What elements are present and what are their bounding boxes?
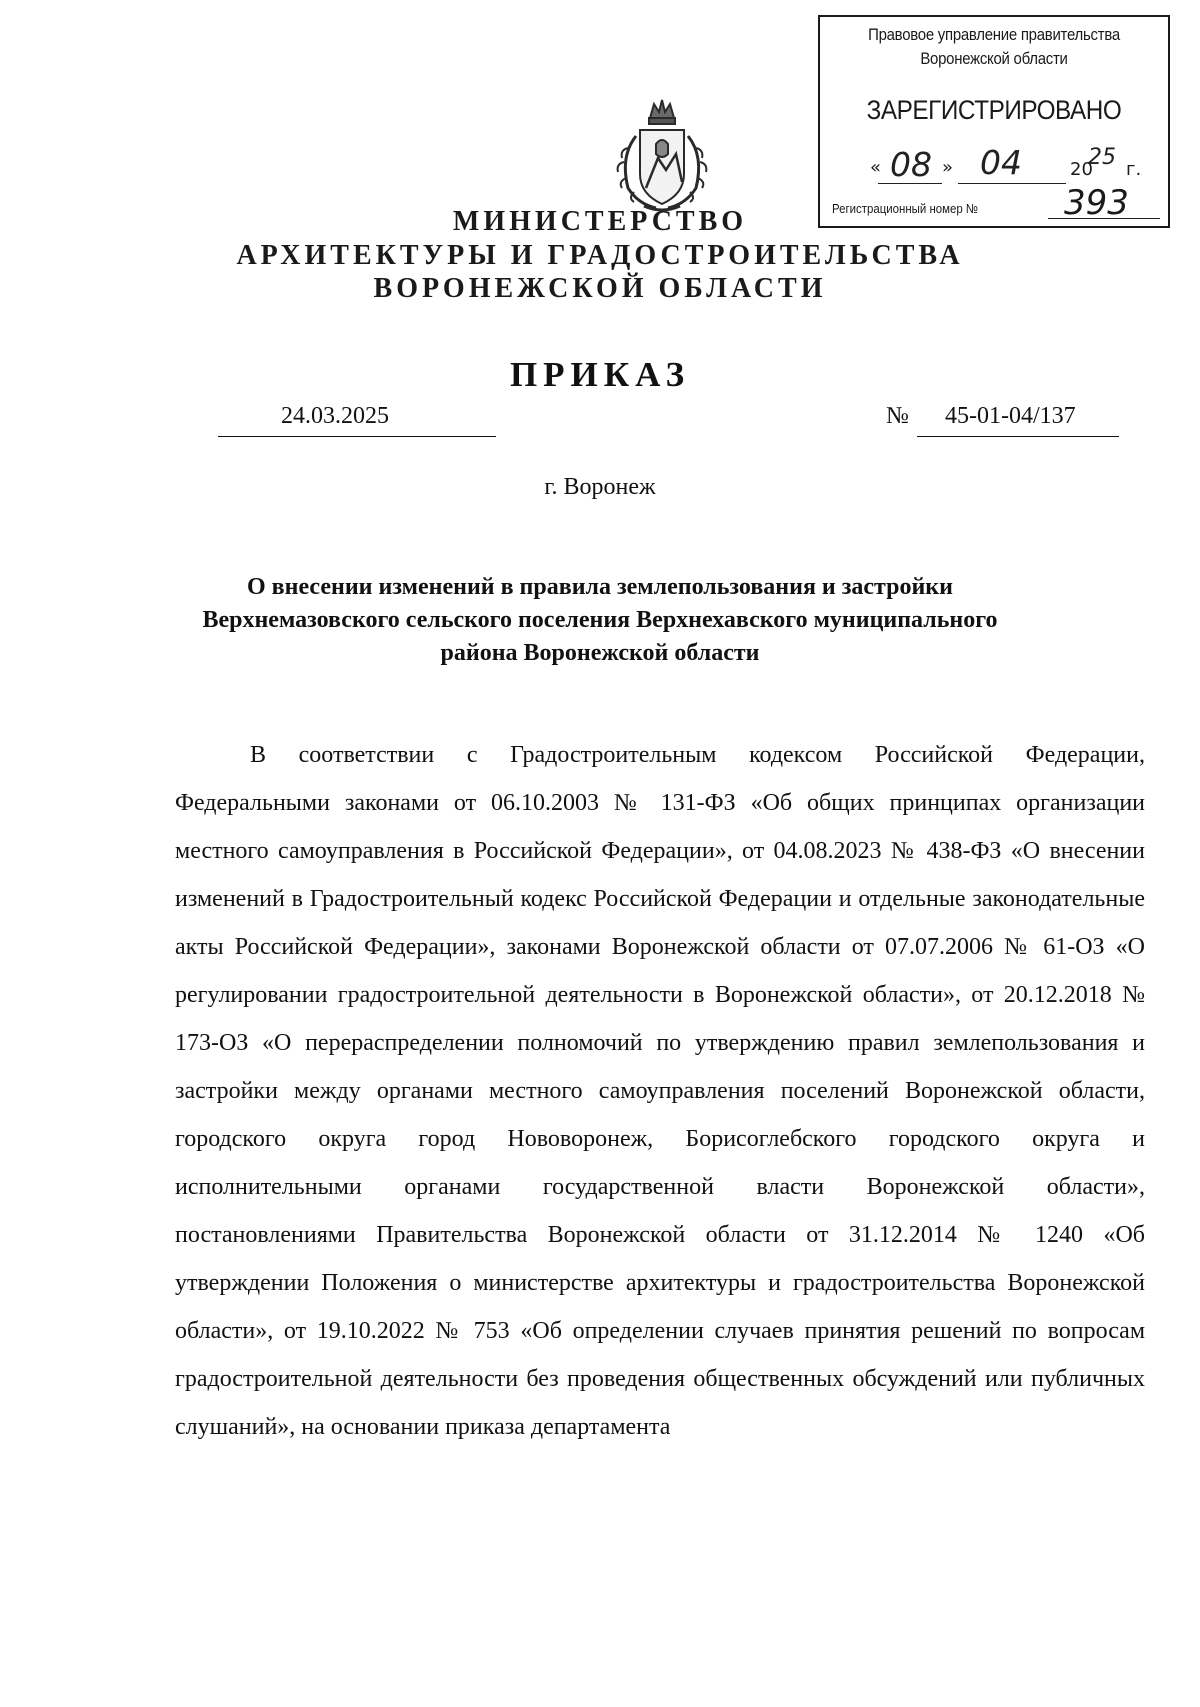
- subject-line3: района Воронежской области: [440, 640, 760, 666]
- stamp-month-handwritten: 04: [980, 143, 1022, 182]
- body-paragraph: В соответствии с Градостроительным кодексом Российской Федерации, Федеральными законами от 06.10.2003 № 131-ФЗ «Об общих принципах организации местного самоуправления в Российской Федерации», от 04.08.2023 № 438-ФЗ «О внесении изменений в Градостроительный кодекс Российской Федерации и отдельные законодательные акты Российской Федерации», законами Воронежской области от 07.07.2006 № 61-ОЗ «О регулировании градостроительной деятельности в Воронежской области», от 20.12.2018 № 173-ОЗ «О перераспределении полномочий по утверждению правил землепользования и застройки между органами местного самоуправления поселений Воронежской области, городского округа город Нововоронеж, Борисоглебского городского округа и исполнительными органами государственной власти Воронежской области», постановлениями Правительства Воронежской области от 31.12.2014 № 1240 «Об утверждении Положения о министерстве архитектуры и градостроительства Воронежской области», от 19.10.2022 № 753 «Об определении случаев принятия решений по вопросам градостроительной деятельности без проведения общественных обсуждений или публичных слушаний», на основании приказа департамента: [175, 742, 1145, 1440]
- subject-line2: Верхнемазовского сельского поселения Верхнехавского муниципального: [202, 607, 998, 633]
- order-date: 24.03.2025: [281, 403, 389, 429]
- stamp-date: [856, 145, 1156, 185]
- ministry-name-line3: ВОРОНЕЖСКОЙ ОБЛАСТИ: [373, 273, 827, 304]
- stamp-organization: [841, 23, 1147, 71]
- stamp-day-underline: [878, 183, 942, 184]
- coat-of-arms-icon: [606, 96, 718, 214]
- stamp-year-prefix: 20: [1070, 159, 1093, 180]
- stamp-year-handwritten: 25: [1088, 145, 1116, 170]
- stamp-year-suffix: г.: [1126, 159, 1142, 180]
- issuing-city: г. Воронеж: [544, 474, 656, 500]
- subject-line1: О внесении изменений в правила землепользования и застройки: [247, 574, 953, 600]
- stamp-registered-label: ЗАРЕГИСТРИРОВАНО: [866, 95, 1122, 125]
- order-number: 45-01-04/137: [945, 403, 1076, 429]
- stamp-org-line2: Воронежской области: [920, 49, 1068, 68]
- stamp-date-close-quote: »: [942, 157, 954, 178]
- document-type-title: ПРИКАЗ: [509, 355, 691, 394]
- ministry-name-line1: МИНИСТЕРСТВО: [452, 206, 748, 237]
- registration-stamp: [818, 15, 1170, 228]
- stamp-date-open-quote: «: [870, 157, 882, 178]
- order-date-field: [218, 400, 496, 437]
- stamp-month-underline: [958, 183, 1066, 184]
- stamp-org-line1: Правовое управление правительства: [868, 25, 1120, 44]
- number-sign: №: [886, 403, 909, 429]
- order-number-field: [917, 400, 1119, 437]
- stamp-reg-number-label: Регистрационный номер №: [832, 201, 979, 216]
- order-subject: [150, 571, 1050, 670]
- stamp-day-handwritten: 08: [890, 145, 932, 184]
- stamp-reg-number-handwritten: 393: [1064, 183, 1129, 223]
- ministry-name-line2: АРХИТЕКТУРЫ И ГРАДОСТРОИТЕЛЬСТВА: [236, 240, 964, 271]
